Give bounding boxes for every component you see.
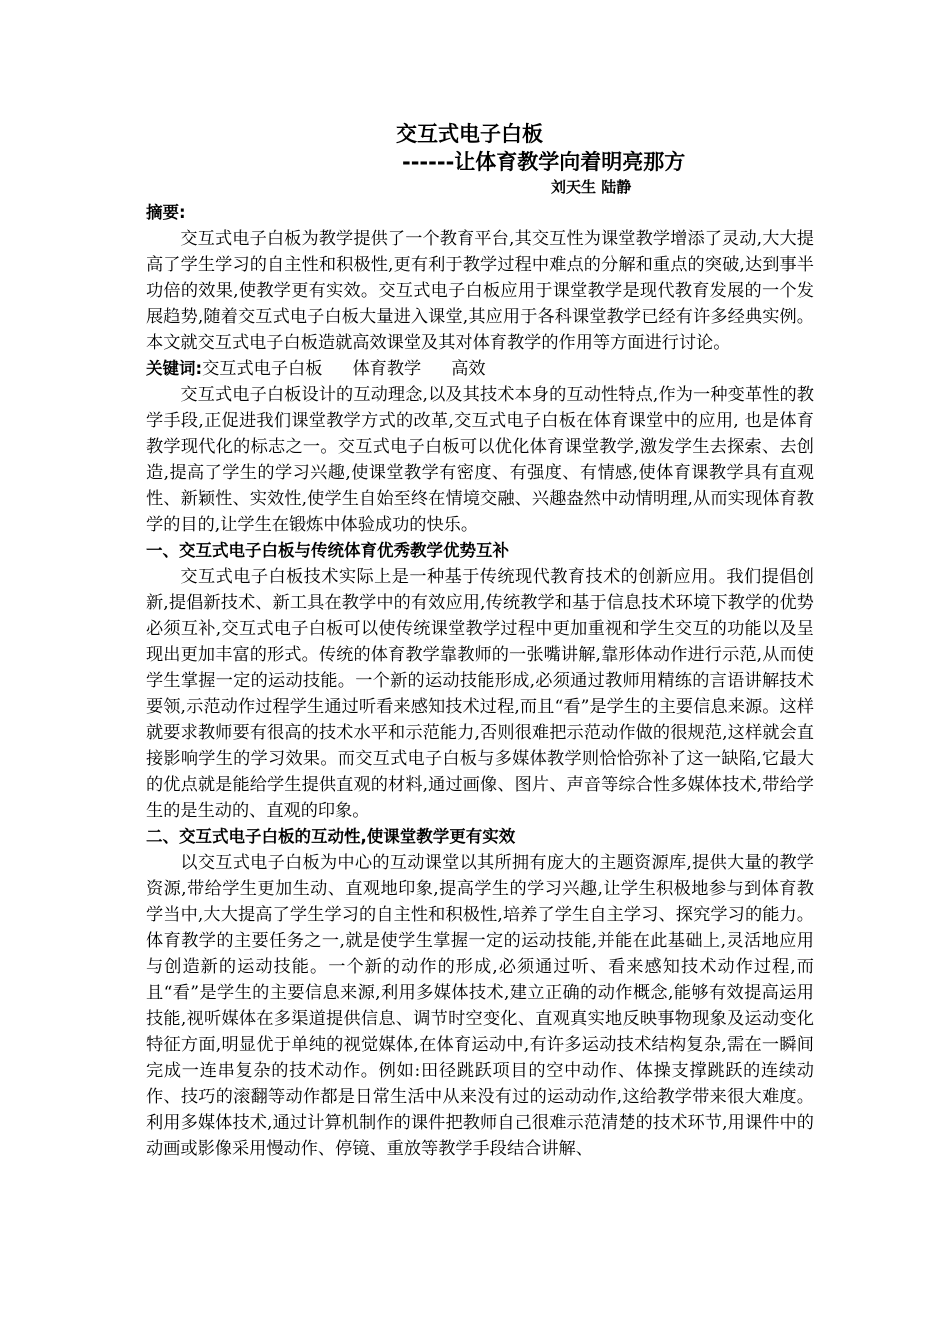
abstract-paragraph: 交互式电子白板为教学提供了一个教育平台,其交互性为课堂教学增添了灵动,大大提高了学生学习的自主性和积极性,更有利于教学过程中难点的分解和重点的突破,达到事半功倍的效果,使教学更有实效。交互式电子白板应用于课堂教学是现代教育发展的一个发展趋势,随着交互式电子白板大量进入课堂,其应用于各科课堂教学已经有许多经典实例。本文就交互式电子白板造就高效课堂及其对体育教学的作用等方面进行讨论。 [146, 229, 814, 353]
keyword-item: 高效 [451, 359, 486, 379]
intro-paragraph: 交互式电子白板设计的互动理念,以及其技术本身的互动性特点,作为一种变革性的教学手段,正促进我们课堂教学方式的改革,交互式电子白板在体育课堂中的应用, 也是体育教学现代化的标志之一。交互式电子白板可以优化体育课堂教学,激发学生去探索、去创造,提高了学生的学习兴趣,使课堂教学有密度、有强度、有情感,使体育课教学具有直观性、新颖性、实效性,使学生自始至终在情境交融、兴趣盎然中动情明理,从而实现体育教学的目的,让学生在锻炼中体验成功的快乐。 [146, 385, 814, 535]
keyword-item: 体育教学 [352, 359, 422, 379]
abstract-label: 摘要: [146, 203, 186, 222]
document-subtitle: ------让体育教学向着明亮那方 [402, 150, 686, 174]
document-authors: 刘天生 陆静 [551, 178, 632, 196]
keywords-label: 关键词: [146, 359, 203, 378]
section-paragraph: 交互式电子白板技术实际上是一种基于传统现代教育技术的创新应用。我们提倡创新,提倡新技术、新工具在教学中的有效应用,传统教学和基于信息技术环境下教学的优势必须互补,交互式电子白板可以使传统课堂教学过程中更加重视和学生交互的功能以及呈现出更加丰富的形式。传统的体育教学靠教师的一张嘴讲解,靠形体动作进行示范,从而使学生掌握一定的运动技能。一个新的运动技能形成,必须通过教师用精练的言语讲解技术要领,示范动作过程学生通过听看来感知技术过程,而且“看”是学生的主要信息来源。这样就要求教师要有很高的技术水平和示范能力,否则很难把示范动作做的很规范,这样就会直接影响学生的学习效果。而交互式电子白板与多媒体教学则恰恰弥补了这一缺陷,它最大的优点就是能给学生提供直观的材料,通过画像、图片、声音等综合性多媒体技术,带给学生的是生动的、直观的印象。 [146, 567, 814, 821]
section-heading: 一、交互式电子白板与传统体育优秀教学优势互补 [146, 541, 509, 560]
document-title: 交互式电子白板 [396, 122, 543, 146]
document-body [146, 200, 814, 1162]
section-paragraph: 以交互式电子白板为中心的互动课堂以其所拥有庞大的主题资源库,提供大量的教学资源,带给学生更加生动、直观地印象,提高学生的学习兴趣,让学生积极地参与到体育教学当中,大大提高了学生学习的自主性和积极性,培养了学生自主学习、探究学习的能力。体育教学的主要任务之一,就是使学生掌握一定的运动技能,并能在此基础上,灵活地应用与创造新的运动技能。一个新的动作的形成,必须通过听、看来感知技术动作过程,而且“看”是学生的主要信息来源,利用多媒体技术,建立正确的动作概念,能够有效提高运用技能,视听媒体在多渠道提供信息、调节时空变化、直观真实地反映事物现象及运动变化特征方面,明显优于单纯的视觉媒体,在体育运动中,有许多运动技术结构复杂,需在一瞬间完成一连串复杂的技术动作。例如:田径跳跃项目的空中动作、体操支撑跳跃的连续动作、技巧的滚翻等动作都是日常生活中从来没有过的运动动作,这给教学带来很大难度。利用多媒体技术,通过计算机制作的课件把教师自己很难示范清楚的技术环节,用课件中的动画或影像采用慢动作、停镜、重放等教学手段结合讲解、 [146, 853, 814, 1159]
keywords-line [146, 356, 814, 382]
section-heading: 二、交互式电子白板的互动性,使课堂教学更有实效 [146, 827, 516, 846]
keyword-item: 交互式电子白板 [202, 359, 323, 379]
